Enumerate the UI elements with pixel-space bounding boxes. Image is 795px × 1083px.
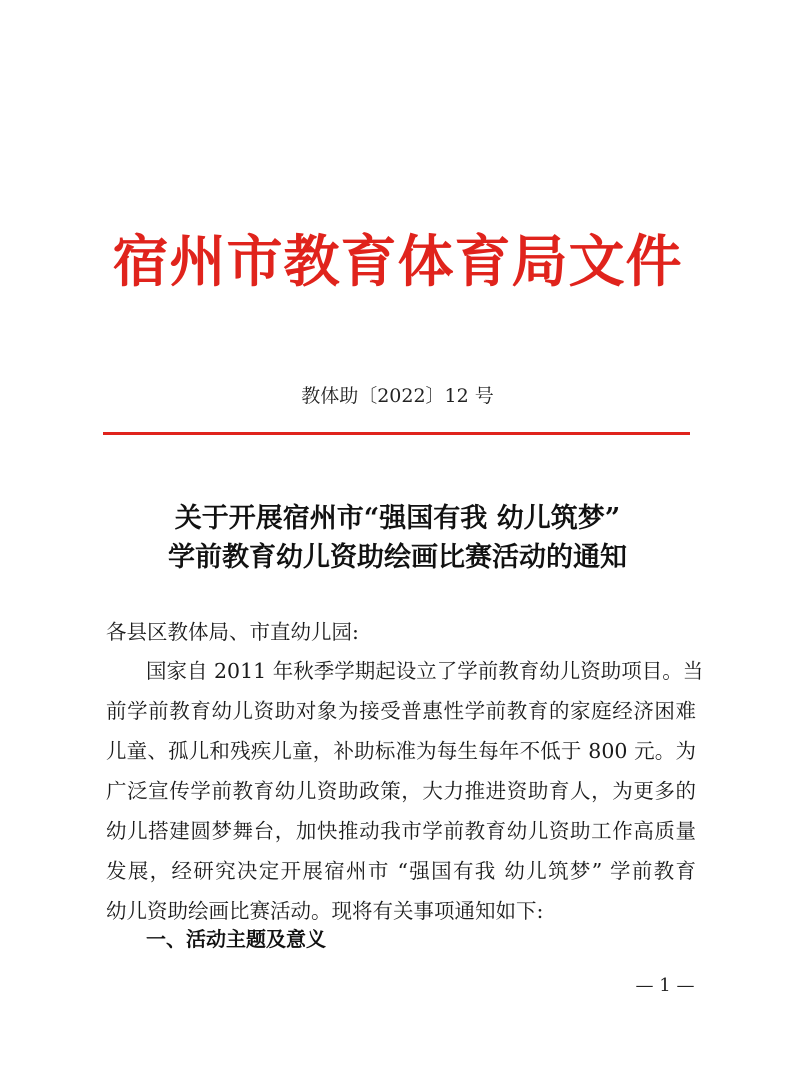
page-number: — 1 — [635,975,695,996]
document-number: 教体助〔2022〕12 号 [301,385,494,407]
paragraph-line: 幼儿搭建圆梦舞台，加快推动我市学前教育幼儿资助工作高质量 [106,819,696,843]
salutation: 各县区教体局、市直幼儿园: [106,620,359,644]
notice-title-line-1: 关于开展宿州市“强国有我 幼儿筑梦” [174,503,621,534]
paragraph-line: 前学前教育幼儿资助对象为接受普惠性学前教育的家庭经济困难 [106,699,696,723]
paragraph-line: 儿童、孤儿和残疾儿童，补助标准为每生每年不低于 800 元。为 [106,739,696,763]
issuing-authority-title: 宿州市教育体育局文件 [112,229,683,295]
notice-title-line-2: 学前教育幼儿资助绘画比赛活动的通知 [168,542,627,573]
paragraph-line: 发展，经研究决定开展宿州市 “强国有我 幼儿筑梦” 学前教育 [106,859,696,883]
paragraph-line: 国家自 2011 年秋季学期起设立了学前教育幼儿资助项目。当 [146,659,704,683]
paragraph-line: 广泛宣传学前教育幼儿资助政策，大力推进资助育人，为更多的 [106,779,696,803]
paragraph-line: 幼儿资助绘画比赛活动。现将有关事项通知如下: [106,899,544,923]
red-divider-line [103,432,690,435]
section-heading: 一、活动主题及意义 [146,927,326,951]
